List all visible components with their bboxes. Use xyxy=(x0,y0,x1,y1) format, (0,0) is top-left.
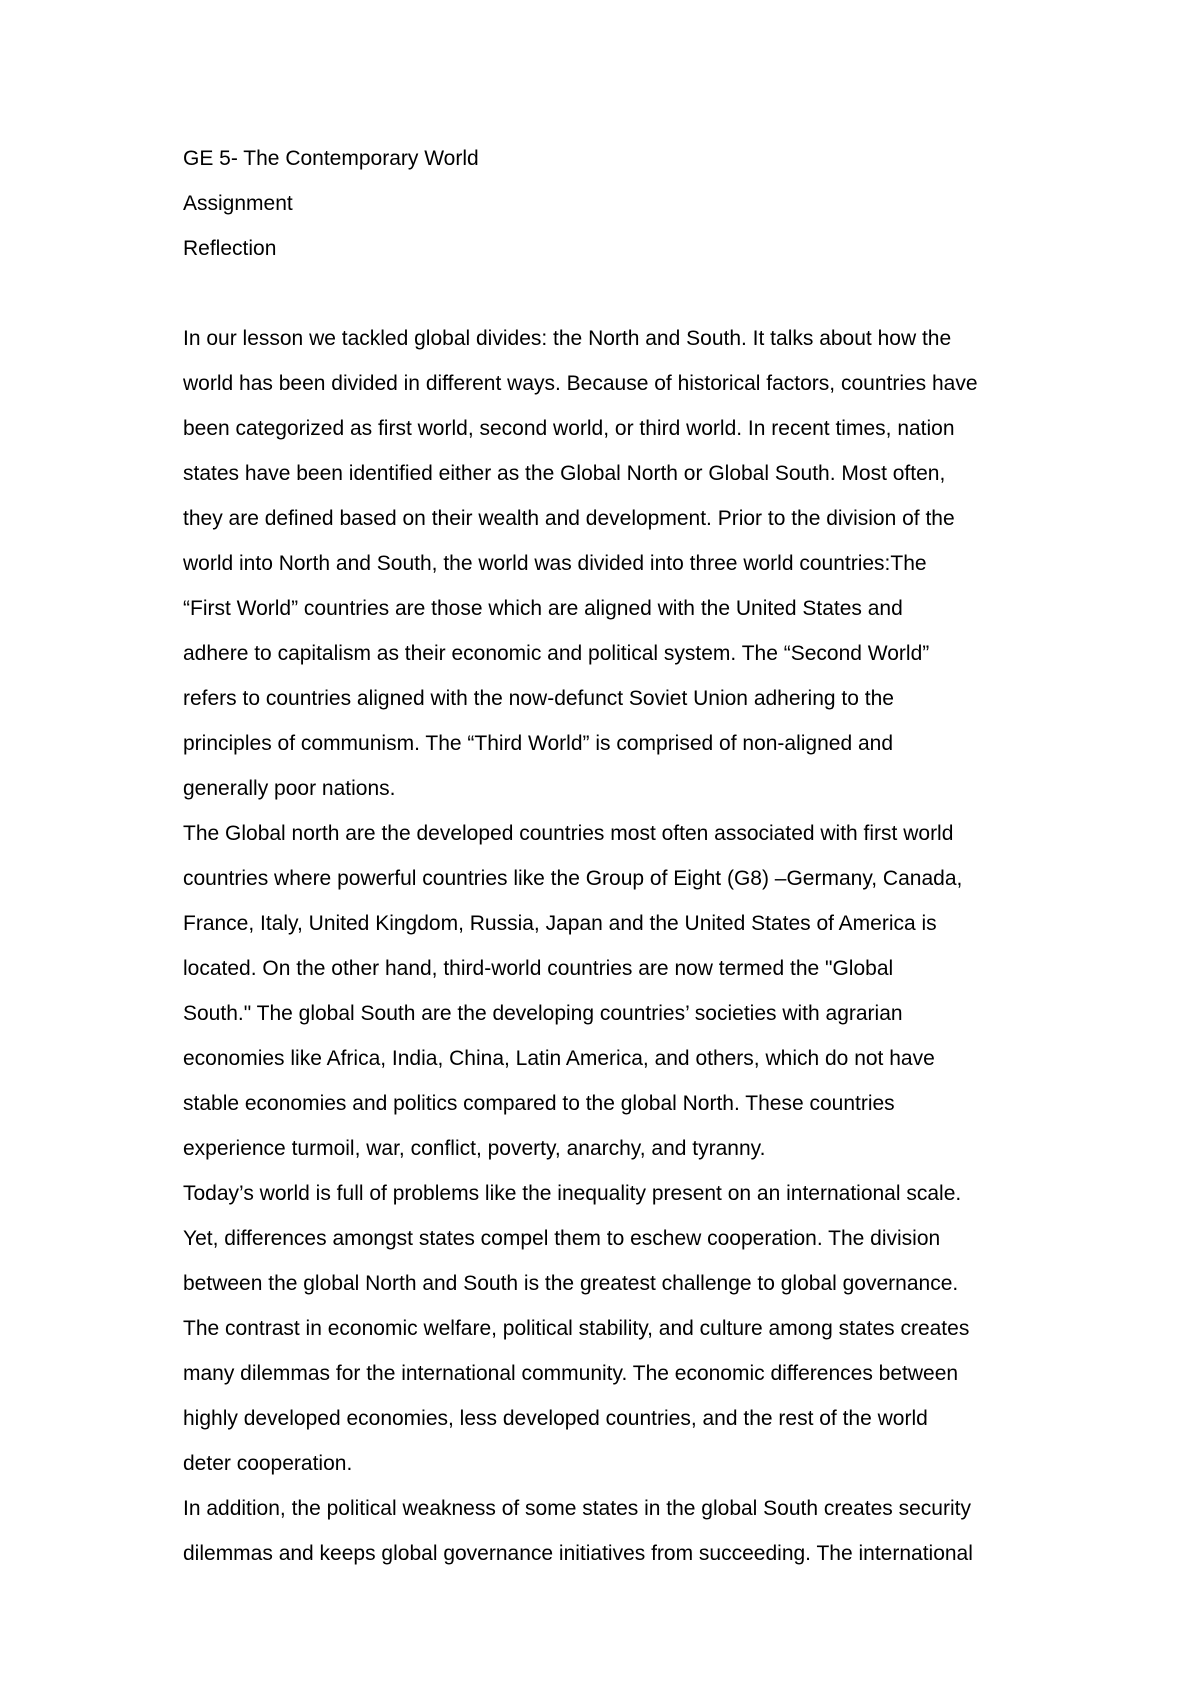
text-line: “First World” countries are those which are aligned with the United States and xyxy=(183,597,903,620)
text-line: between the global North and South is the greatest challenge to global governance. xyxy=(183,1272,959,1295)
text-line: The Global north are the developed countries most often associated with first world xyxy=(183,822,954,845)
text-line: Yet, differences amongst states compel them to eschew cooperation. The division xyxy=(183,1227,941,1250)
text-line: states have been identified either as the Global North or Global South. Most often, xyxy=(183,462,946,485)
text-line: generally poor nations. xyxy=(183,777,396,800)
text-line: Today’s world is full of problems like the inequality present on an international scale. xyxy=(183,1182,962,1205)
text-line: The contrast in economic welfare, political stability, and culture among states creates xyxy=(183,1317,970,1340)
text-line: In our lesson we tackled global divides: the North and South. It talks about how the xyxy=(183,327,952,350)
text-line: located. On the other hand, third-world countries are now termed the "Global xyxy=(183,957,894,980)
text-line: stable economies and politics compared to the global North. These countries xyxy=(183,1092,895,1115)
text-line: they are defined based on their wealth and development. Prior to the division of the xyxy=(183,507,955,530)
text-line: refers to countries aligned with the now-defunct Soviet Union adhering to the xyxy=(183,687,894,710)
text-line: deter cooperation. xyxy=(183,1452,353,1475)
text-line: experience turmoil, war, conflict, poverty, anarchy, and tyranny. xyxy=(183,1137,766,1160)
course-title: GE 5- The Contemporary World xyxy=(183,147,479,170)
text-line: South." The global South are the developing countries’ societies with agrarian xyxy=(183,1002,903,1025)
text-line: economies like Africa, India, China, Latin America, and others, which do not have xyxy=(183,1047,935,1070)
text-line: been categorized as first world, second world, or third world. In recent times, nation xyxy=(183,417,955,440)
text-line: France, Italy, United Kingdom, Russia, Japan and the United States of America is xyxy=(183,912,937,935)
text-line: world into North and South, the world was divided into three world countries:The xyxy=(183,552,927,575)
text-line: countries where powerful countries like the Group of Eight (G8) –Germany, Canada, xyxy=(183,867,963,890)
text-line: adhere to capitalism as their economic and political system. The “Second World” xyxy=(183,642,930,665)
assignment-label: Assignment xyxy=(183,192,293,215)
text-line: In addition, the political weakness of some states in the global South creates security xyxy=(183,1497,971,1520)
reflection-title: Reflection xyxy=(183,237,277,260)
text-line: dilemmas and keeps global governance initiatives from succeeding. The international xyxy=(183,1542,973,1565)
text-line: world has been divided in different ways. Because of historical factors, countries have xyxy=(183,372,978,395)
text-line: principles of communism. The “Third World” is comprised of non-aligned and xyxy=(183,732,894,755)
text-line: many dilemmas for the international community. The economic differences between xyxy=(183,1362,959,1385)
text-line: highly developed economies, less developed countries, and the rest of the world xyxy=(183,1407,928,1430)
